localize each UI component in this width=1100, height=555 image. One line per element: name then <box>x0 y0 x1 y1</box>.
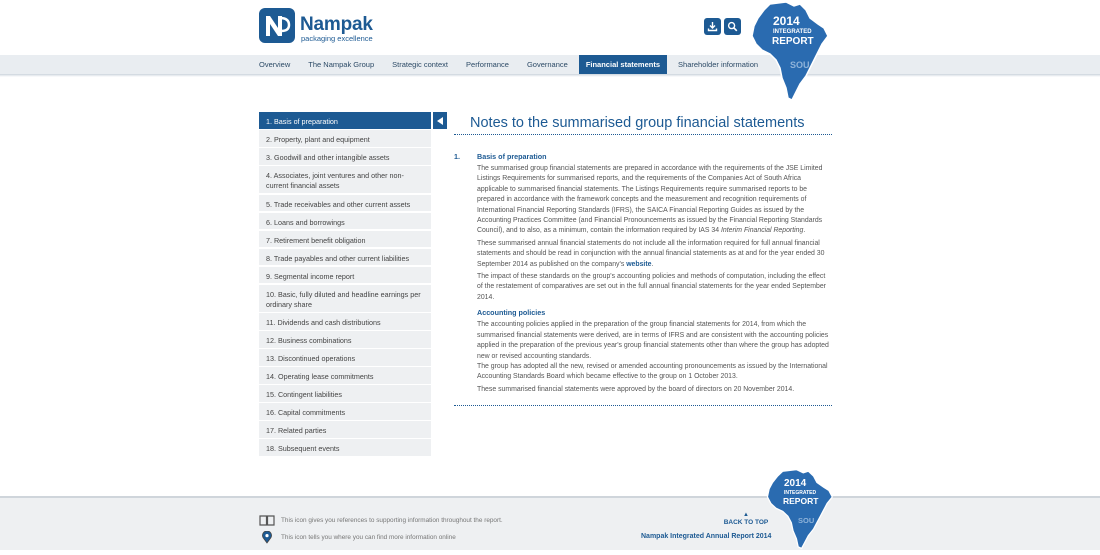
paragraph-4: The accounting policies applied in the preparation of the group financial statements for 2014, from which the summarised financial statements were derived, are in terms of IFRS and are consistent with the accounting policies applied in the preparation of the previous year's group financial statements other than where the group has adopted new or revised accounting standards. <box>477 321 829 360</box>
nav-shadow <box>0 75 1100 77</box>
sidebar-item-subsequent-events[interactable]: 18. Subsequent events <box>259 439 431 456</box>
footer-report-title: Nampak Integrated Annual Report 2014 <box>641 533 772 540</box>
location-pin-icon <box>259 531 275 543</box>
collapse-sidebar-button[interactable] <box>433 112 447 129</box>
legend-book-row <box>259 514 503 526</box>
sidebar-item-contingent[interactable]: 15. Contingent liabilities <box>259 385 431 402</box>
sidebar-item-loans[interactable]: 6. Loans and borrowings <box>259 213 431 230</box>
legend-pin-row <box>259 531 456 543</box>
main-nav <box>0 55 1100 75</box>
back-to-top-label: BACK TO TOP <box>723 519 769 526</box>
download-icon <box>707 21 718 32</box>
nav-financial-statements[interactable]: Financial statements <box>579 55 667 74</box>
paragraph-3: The impact of these standards on the group's accounting policies and methods of computation, including the effect of the restatement of comparatives are set out in the full annual financial statements for the year ended September 2014. <box>477 273 826 301</box>
sidebar-item-segmental[interactable]: 9. Segmental income report <box>259 267 431 284</box>
badge-sub: SOU <box>790 60 810 70</box>
nampak-logo-icon <box>262 12 292 40</box>
sidebar-item-operating-lease[interactable]: 14. Operating lease commitments <box>259 367 431 384</box>
sidebar-item-property-plant[interactable]: 2. Property, plant and equipment <box>259 130 431 147</box>
sidebar-item-associates[interactable]: 4. Associates, joint ventures and other non-current financial assets <box>259 166 431 193</box>
legend-pin-text: This icon tells you where you can find more information online <box>281 533 456 541</box>
content-divider <box>454 405 832 406</box>
sidebar-item-retirement[interactable]: 7. Retirement benefit obligation <box>259 231 431 248</box>
brand-tagline: packaging excellence <box>301 34 373 43</box>
sidebar-item-related-parties[interactable]: 17. Related parties <box>259 421 431 438</box>
nav-shareholder-information[interactable]: Shareholder information <box>678 60 759 69</box>
sidebar-item-trade-payables[interactable]: 8. Trade payables and other current liabilities <box>259 249 431 266</box>
badge-line1: INTEGRATED <box>773 29 812 35</box>
section-number: 1. <box>454 152 460 161</box>
search-icon <box>727 21 738 32</box>
nav-governance[interactable]: Governance <box>526 60 568 69</box>
brand-name: Nampak <box>300 14 373 35</box>
section-basis-of-preparation <box>454 152 832 395</box>
paragraph-1: The summarised group financial statements are prepared in accordance with the requirements of the JSE Limited Listings Requirements for summarised reports, and the requirements of the Companies Act of South Africa applicable to summarised financial statements. The Listings Requirements require summarised reports to be prepared in accordance with the framework concepts and the measurement and recognition requirements of International Financial Reporting Standards (IFRS), the SAICA Financial Reporting Guides as issued by the Accounting Practices Committee (and Financial Pronouncements as issued by the Financial Reporting Standards Council), and to also, as a minimum, contain the information required by IAS 34 Interim Financial Reporting. <box>477 165 823 235</box>
main-content <box>454 112 832 406</box>
nav-overview[interactable]: Overview <box>259 60 291 69</box>
sidebar-item-dividends[interactable]: 11. Dividends and cash distributions <box>259 313 431 330</box>
nav-performance[interactable]: Performance <box>466 60 509 69</box>
footer-badge-sub: SOU <box>798 516 815 525</box>
badge-year: 2014 <box>773 14 800 28</box>
nampak-logo[interactable] <box>259 8 295 43</box>
search-button[interactable] <box>724 18 741 35</box>
paragraph-2: These summarised annual financial statements do not include all the information required for full annual financial statements and should be read in conjunction with the annual financial statements as at and for the year ended 30 September 2014 as published on the company's website. <box>477 239 825 268</box>
sidebar-item-capital-commitments[interactable]: 16. Capital commitments <box>259 403 431 420</box>
footer-badge-year: 2014 <box>784 478 807 489</box>
page-title: Notes to the summarised group financial statements <box>470 115 805 131</box>
sidebar-item-goodwill[interactable]: 3. Goodwill and other intangible assets <box>259 148 431 165</box>
legend-book-text: This icon gives you references to supporting information throughout the report. <box>281 516 503 524</box>
header <box>0 0 1100 55</box>
website-link[interactable]: website <box>626 260 652 268</box>
title-divider <box>454 134 832 135</box>
footer-badge-line1: INTEGRATED <box>784 490 817 496</box>
section-heading: Basis of preparation <box>477 152 547 161</box>
download-button[interactable] <box>704 18 721 35</box>
footer <box>0 496 1100 550</box>
accounting-policies-heading: Accounting policies <box>477 308 546 318</box>
nav-the-nampak-group[interactable]: The Nampak Group <box>308 60 375 69</box>
arrow-up-icon: ▲ <box>743 512 749 518</box>
sidebar-item-trade-receivables[interactable]: 5. Trade receivables and other current assets <box>259 195 431 212</box>
sidebar-item-basis-of-preparation[interactable]: 1. Basis of preparation <box>259 112 431 129</box>
sidebar-item-business-combinations[interactable]: 12. Business combinations <box>259 331 431 348</box>
footer-badge-line2: REPORT <box>783 496 819 506</box>
integrated-report-badge[interactable] <box>748 0 830 102</box>
footer-report-badge[interactable] <box>764 468 834 550</box>
badge-line2: REPORT <box>772 36 814 47</box>
nav-strategic-context[interactable]: Strategic context <box>392 60 449 69</box>
book-icon <box>259 514 275 526</box>
chevron-left-icon <box>437 117 444 125</box>
paragraph-6: These summarised financial statements were approved by the board of directors on 20 November 2014. <box>477 385 795 393</box>
sidebar-item-earnings[interactable]: 10. Basic, fully diluted and headline earnings per ordinary share <box>259 285 431 312</box>
notes-sidebar <box>259 112 431 457</box>
paragraph-5: The group has adopted all the new, revised or amended accounting pronouncements as issued by the International Accounting Standards Board which became effective to the group on 1 October 2013. <box>477 362 828 381</box>
sidebar-item-discontinued[interactable]: 13. Discontinued operations <box>259 349 431 366</box>
